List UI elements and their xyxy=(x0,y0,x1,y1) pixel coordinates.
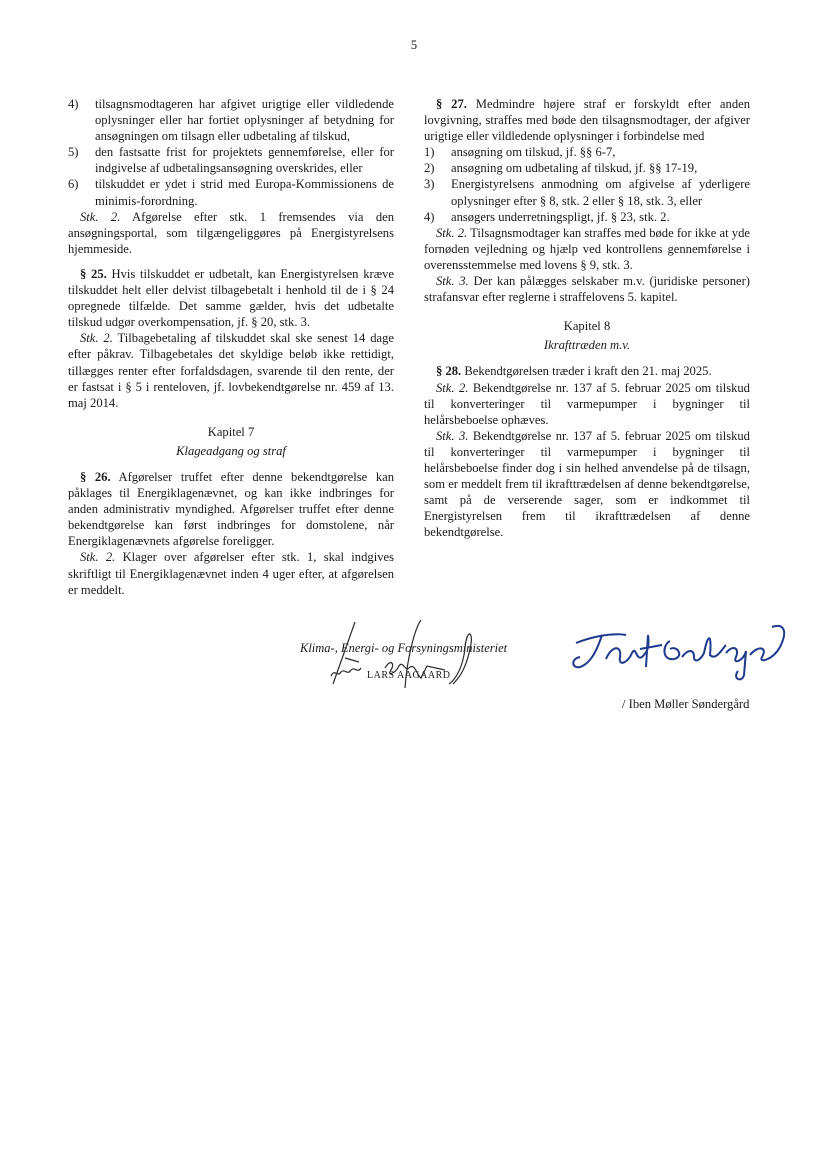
paragraph xyxy=(68,330,394,410)
paragraph-text: Bekendtgørelse nr. 137 af 5. februar 2025 om tilskud til konverteringer til varmepumper i bygninger til helårsbeboelse ophæves. xyxy=(424,380,750,427)
list-text: den fastsatte frist for projektets gennemførelse, eller for indgivelse af udbetalingsansøgning overskrides, eller xyxy=(95,145,394,176)
chapter-title: Ikrafttræden m.v. xyxy=(543,338,631,353)
ministry-name: Klima-, Energi- og Forsyningsministeriet xyxy=(300,641,508,655)
list-text: ansøgers underretningspligt, jf. § 23, stk. 2. xyxy=(451,209,670,224)
list-item xyxy=(424,160,750,176)
paragraph-text: Bekendtgørelsen træder i kraft den 21. maj 2025. xyxy=(461,364,712,379)
stk-label: Stk. 2. xyxy=(80,331,113,346)
list-text: Energistyrelsens anmodning om afgivelse af yderligere oplysninger efter § 8, stk. 2 eller § 18, stk. 3, eller xyxy=(451,177,750,208)
list-text: tilsagnsmodtageren har afgivet urigtige eller vildledende oplysninger eller har fortiet oplysninger af betydning for ansøgningen om tilsagn eller udbetaling af tilskud, xyxy=(95,97,394,144)
list-item xyxy=(424,144,750,160)
paragraph-text: Afgørelser truffet efter denne bekendtgørelse kan påklages til Energiklagenævnet, og kan ikke indbringes for anden administrativ myndighed. Afgørelser truffet efter denne bekendtgørelse kan først indbringes for domstolene, når Energiklagenævnets afgørelse foreligger. xyxy=(68,469,395,549)
paragraph xyxy=(68,549,394,597)
paragraph xyxy=(424,96,750,144)
paragraph-text: Tilsagnsmodtager kan straffes med bøde for ikke at yde fornøden vejledning og hjælp ved kontrollens gennemførelse i overensstemmelse med lovens § 9, stk. 3. xyxy=(424,225,750,272)
stk-label: Stk. 2. xyxy=(80,550,116,565)
list-text: tilskuddet er ydet i strid med Europa-Kommissionens de minimis-forordning. xyxy=(95,177,394,208)
paragraph xyxy=(424,363,750,379)
paragraph xyxy=(424,428,750,541)
section-label: § 28. xyxy=(436,364,462,379)
list-number: 3) xyxy=(424,177,435,192)
section-label: § 26. xyxy=(80,469,111,484)
paragraph xyxy=(424,380,750,428)
paragraph xyxy=(68,209,394,257)
stk-label: Stk. 3. xyxy=(436,274,469,289)
paragraph xyxy=(68,469,394,549)
list-item xyxy=(424,209,750,225)
chapter-heading: Kapitel 7 xyxy=(207,424,255,439)
section-label: § 27. xyxy=(436,97,467,111)
paragraph-text: Klager over afgørelser efter stk. 1, skal indgives skriftligt til Energiklagenævnet inden 4 uger efter, at afgørelsen er meddelt. xyxy=(68,550,394,597)
paragraph-text: Hvis tilskuddet er udbetalt, kan Energistyrelsen kræve tilskuddet helt eller delvist tilbagebetalt i henhold til de i § 24 opregnede tilfælde. Det samme gælder, hvis det udbetalte tilskud udgør overkompensation, jf. § 20, stk. 3. xyxy=(68,266,394,330)
stk-label: Stk. 2. xyxy=(436,380,469,395)
list-item xyxy=(68,96,394,144)
signer-name: / Iben Møller Søndergård xyxy=(622,697,750,711)
list-item xyxy=(68,176,394,208)
paragraph-text: Medmindre højere straf er forskyldt efter anden lovgivning, straffes med bøde den tilsagnsmodtager, der afgiver urigtige eller vildledende oplysninger i forbindelse med xyxy=(424,97,750,144)
stk-label: Stk. 3. xyxy=(436,428,469,443)
list-number: 1) xyxy=(424,145,435,160)
list-text: ansøgning om udbetaling af tilskud, jf. §§ 17-19, xyxy=(451,161,698,176)
list-number: 5) xyxy=(68,145,79,160)
list-number: 2) xyxy=(424,161,435,176)
paragraph-text: Tilbagebetaling af tilskuddet skal ske senest 14 dage efter påkrav. Tilbagebetales det skyldige beløb ikke rettidigt, tillægges renter efter forfaldsdagen, svarende til den rente, der er fastsat i § 5 i renteloven, jf. lovbekendtgørelse nr. 459 af 13. maj 2014. xyxy=(68,331,394,410)
paragraph xyxy=(424,225,750,273)
paragraph xyxy=(68,266,394,330)
list-text: ansøgning om tilskud, jf. §§ 6-7, xyxy=(451,145,616,160)
chapter-title: Klageadgang og straf xyxy=(176,443,286,458)
section-label: § 25. xyxy=(80,266,107,281)
list-number: 6) xyxy=(68,177,79,192)
list-number: 4) xyxy=(68,97,79,111)
chapter-heading: Kapitel 8 xyxy=(563,319,611,334)
stk-label: Stk. 2. xyxy=(80,209,121,224)
paragraph-text: Afgørelse efter stk. 1 fremsendes via den ansøgningsportal, som tilgængeliggøres på Energistyrelsens hjemmeside. xyxy=(68,209,395,256)
right-column xyxy=(424,96,750,540)
list-item xyxy=(424,176,750,208)
list-number: 4) xyxy=(424,209,435,224)
paragraph xyxy=(424,273,750,305)
signer-name: LARS AAGAARD xyxy=(367,670,451,681)
signature-iben-moller-sondergaard xyxy=(566,605,796,685)
list-item xyxy=(68,144,394,176)
paragraph-text: Bekendtgørelse nr. 137 af 5. februar 2025 om tilskud til konverteringer til varmepumper i bygninger til helårsbeboelse finder dog i sin helhed anvendelse på de tilsagn, som er meddelt frem til ikrafttrædelsen af denne bekendtgørelse, samt på de verserende sager, som er indkommet til Energistyrelsen frem til ikrafttrædelsen af denne bekendtgørelse. xyxy=(424,428,750,540)
left-column xyxy=(68,96,394,598)
stk-label: Stk. 2. xyxy=(436,225,468,240)
page-number: 5 xyxy=(410,38,418,52)
paragraph-text: Der kan pålægges selskaber m.v. (juridiske personer) strafansvar efter reglerne i straffelovens 5. kapitel. xyxy=(424,274,750,305)
